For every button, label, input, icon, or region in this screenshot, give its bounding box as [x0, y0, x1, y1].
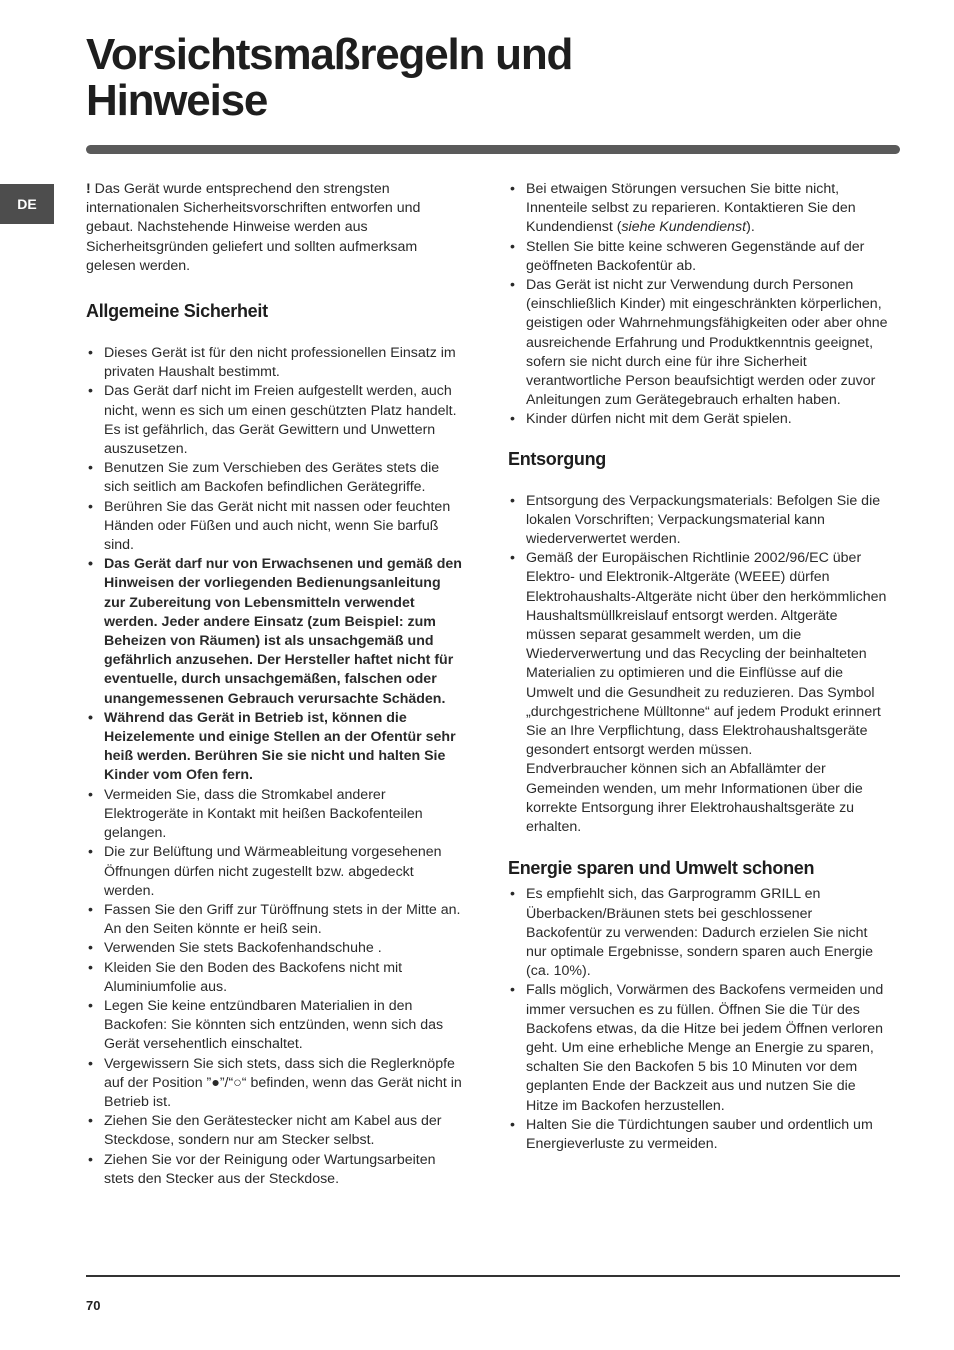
- list-item-text: ).: [746, 219, 755, 236]
- list-item: • Ziehen Sie vor der Reinigung oder Wartungsarbeiten stets den Stecker aus der Steckdose.: [86, 1151, 464, 1189]
- heading-disposal: Entsorgung: [508, 448, 606, 469]
- energy-section: [508, 857, 888, 1154]
- left-column: [86, 180, 464, 1189]
- intro-paragraph: [86, 180, 464, 276]
- list-item: • Ziehen Sie den Gerätestecker nicht am Kabel aus der Steckdose, sondern nur am Stecker selbst.: [86, 1112, 464, 1150]
- list-item: • Benutzen Sie zum Verschieben des Gerätes stets die sich seitlich am Backofen befindlichen Gerätegriffe.: [86, 459, 464, 497]
- list-item-extra-paragraph: Endverbraucher können sich an Abfallämter der Gemeinden wenden, um mehr Informationen über die korrekte Entsorgung ihrer Elektrohaushaltsgeräte zu erhalten.: [526, 761, 863, 836]
- list-item: • Legen Sie keine entzündbaren Materialien in den Backofen: Sie könnten sich entzünden, wenn sich das Gerät versehentlich einschaltet.: [86, 997, 464, 1055]
- list-item: [508, 549, 888, 837]
- list-item: • Das Gerät ist nicht zur Verwendung durch Personen (einschließlich Kinder) mit eingeschränkten körperlichen, geistigen oder Wahrnehmungsfähigkeiten oder aber ohne ausreichende Erfahrung und Produktkenntnis geeignet, sofern sie nicht durch eine für ihre Sicherheit verantwortliche Person beaufsichtigt werden oder zuvor Anleitungen zum Gerätegebrauch erhalten haben.: [508, 276, 888, 410]
- intro-text: Das Gerät wurde entsprechend den strengsten internationalen Sicherheitsvorschriften entworfen und gebaut. Nachstehende Hinweise werden aus Sicherheitsgründen geliefert und sollten aufmerksam gelesen werden.: [86, 181, 421, 274]
- page-title-line-1: Vorsichtsmaßregeln und: [86, 30, 573, 79]
- heading-general-safety: Allgemeine Sicherheit: [86, 301, 268, 322]
- language-tab: DE: [0, 184, 54, 224]
- warning-mark: !: [86, 181, 91, 197]
- page-title-line-2: Hinweise: [86, 76, 268, 125]
- reference-link-text: siehe Kundendienst: [621, 219, 747, 236]
- page-title: [86, 32, 786, 124]
- safety-list-continued: [508, 180, 888, 430]
- list-item: • Falls möglich, Vorwärmen des Backofens vermeiden und immer versuchen es zu füllen. Öffnen Sie die Tür des Backofens etwas, da die Hitze bei jedem Öffnen verloren geht. Um eine erhebliche Menge an Energie zu sparen, schalten Sie den Backofen 5 bis 10 Minuten vor dem geplanten Ende der Backzeit aus und nutzen Sie die Hitze im Backofen herzustellen.: [508, 981, 888, 1115]
- title-divider: [86, 145, 900, 154]
- list-item-text: Bei etwaigen Störungen versuchen Sie bitte nicht, Innenteile selbst zu reparieren. Kontaktieren Sie den Kundendienst (: [526, 181, 856, 236]
- list-item: • Die zur Belüftung und Wärmeableitung vorgesehenen Öffnungen dürfen nicht zugestellt bzw. abgedeckt werden.: [86, 843, 464, 901]
- list-item: • Stellen Sie bitte keine schweren Gegenstände auf der geöffneten Backofentür ab.: [508, 238, 888, 276]
- list-item: • Verwenden Sie stets Backofenhandschuhe .: [86, 939, 464, 958]
- list-item: • Kleiden Sie den Boden des Backofens nicht mit Aluminiumfolie aus.: [86, 959, 464, 997]
- page-number: 70: [86, 1298, 101, 1313]
- list-item: • Kinder dürfen nicht mit dem Gerät spielen.: [508, 410, 888, 429]
- list-item: • Dieses Gerät ist für den nicht professionellen Einsatz im privaten Haushalt bestimmt.: [86, 344, 464, 382]
- list-item: [508, 180, 888, 238]
- list-item: • Fassen Sie den Griff zur Türöffnung stets in der Mitte an. An den Seiten könnte er heiß sein.: [86, 901, 464, 939]
- list-item-text: Gemäß der Europäischen Richtlinie 2002/96/EC über Elektro- und Elektronik-Altgeräte (WEEE) dürfen Elektrohaushalts-Altgeräte nicht über den herkömmlichen Haushaltsmüllkreislauf entsorgt werden. Altgeräte müssen separat gesammelt werden, um die Wiederverwertung und das Recycling der beinhalteten Materialien zu optimieren und die Einflüsse auf die Umwelt und die Gesundheit zu reduzieren. Das Symbol „durchgestrichene Mülltonne“ auf jedem Produkt erinnert Sie an Ihre Verpflichtung, dass Elektrohaushaltsgeräte gesondert entsorgt werden müssen.: [526, 550, 887, 759]
- energy-list: [508, 885, 888, 1154]
- general-safety-list: [86, 344, 464, 1189]
- heading-energy: Energie sparen und Umwelt schonen: [508, 858, 815, 879]
- list-item-bold: • Während das Gerät in Betrieb ist, können die Heizelemente und einige Stellen an der Ofentür sehr heiß werden. Berühren Sie sie nicht und halten Sie Kinder vom Ofen fern.: [86, 709, 464, 786]
- disposal-section: [508, 448, 888, 838]
- disposal-list: [508, 492, 888, 838]
- list-item: • Entsorgung des Verpackungsmaterials: Befolgen Sie die lokalen Vorschriften; Verpackungsmaterial kann wiederverwertet werden.: [508, 492, 888, 550]
- list-item: • Das Gerät darf nicht im Freien aufgestellt werden, auch nicht, wenn es sich um einen geschützten Platz handelt. Es ist gefährlich, das Gerät Gewittern und Unwettern auszusetzen.: [86, 382, 464, 459]
- footer-divider: [86, 1275, 900, 1277]
- list-item: • Berühren Sie das Gerät nicht mit nassen oder feuchten Händen oder Füßen und auch nicht, wenn Sie barfuß sind.: [86, 498, 464, 556]
- right-column: [508, 180, 888, 1154]
- list-item: • Vergewissern Sie sich stets, dass sich die Reglerknöpfe auf der Position ”●”/“○“ befinden, wenn das Gerät nicht in Betrieb ist.: [86, 1055, 464, 1113]
- list-item-bold: • Das Gerät darf nur von Erwachsenen und gemäß den Hinweisen der vorliegenden Bedienungsanleitung zur Zubereitung von Lebensmitteln verwendet werden. Jeder andere Einsatz (zum Beispiel: zum Beheizen von Räumen) ist als unsachgemäß und gefährlich anzusehen. Der Hersteller haftet nicht für eventuelle, durch unsachgemäßen, falschen oder unangemessenen Gebrauch verursachte Schäden.: [86, 555, 464, 709]
- list-item: • Halten Sie die Türdichtungen sauber und ordentlich um Energieverluste zu vermeiden.: [508, 1116, 888, 1154]
- list-item: • Es empfiehlt sich, das Garprogramm GRILL en Überbacken/Bräunen stets bei geschlossener Backofentür zu verwenden: Dadurch erzielen Sie nicht nur optimale Ergebnisse, sondern sparen auch Energie (ca. 10%).: [508, 885, 888, 981]
- list-item: • Vermeiden Sie, dass die Stromkabel anderer Elektrogeräte in Kontakt mit heißen Backofenteilen gelangen.: [86, 786, 464, 844]
